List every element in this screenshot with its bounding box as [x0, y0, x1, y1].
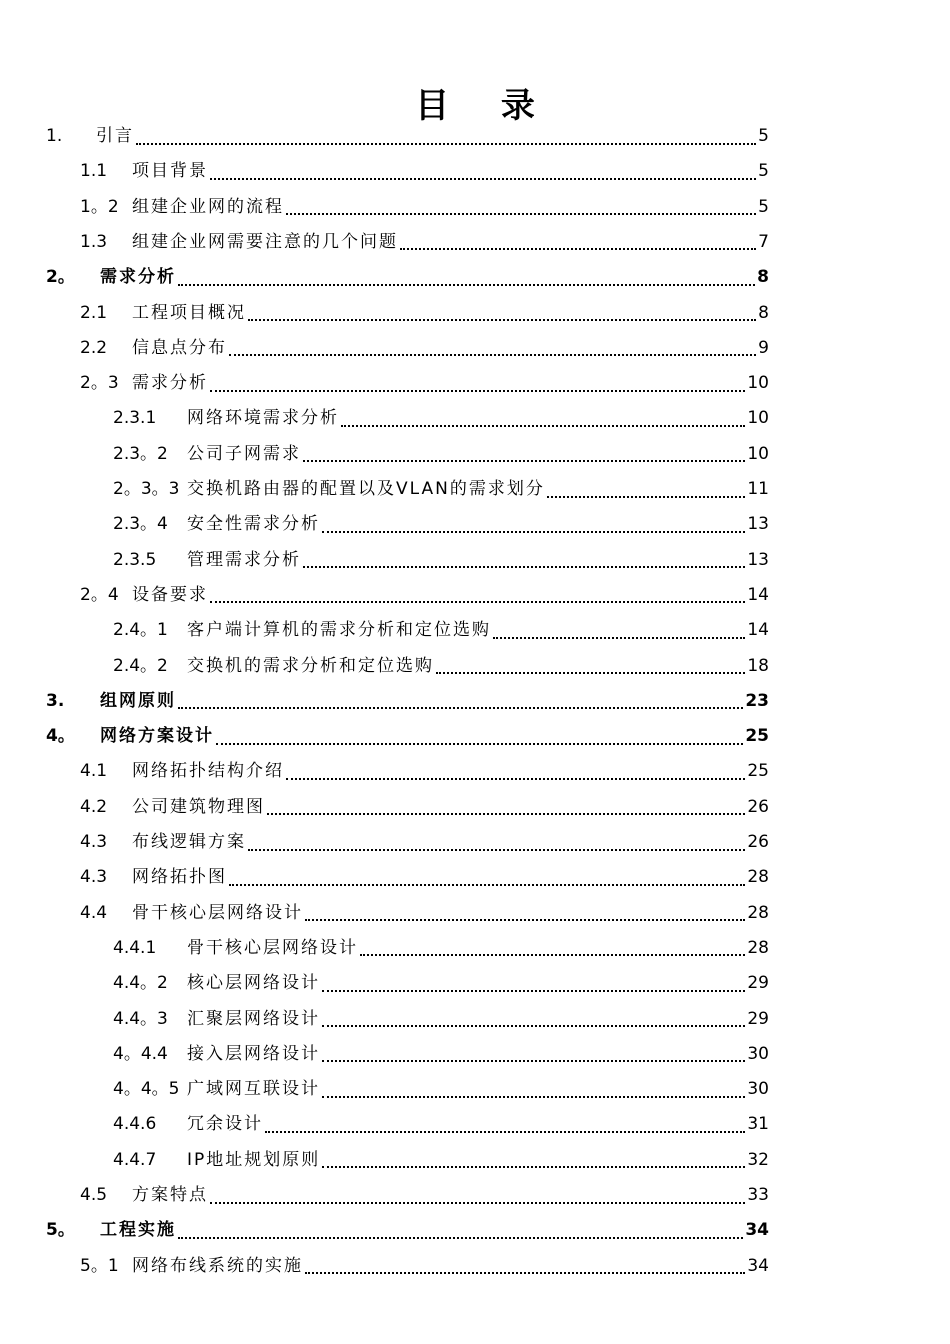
- toc-entry-page: 10: [747, 373, 769, 394]
- toc-entry[interactable]: [113, 1037, 769, 1072]
- toc-entry-number: 5。1: [80, 1255, 119, 1276]
- toc-entry[interactable]: [80, 860, 769, 895]
- toc-entry-page: 34: [745, 1220, 769, 1241]
- toc-entry-title: 骨干核心层网络设计: [132, 902, 303, 923]
- toc-entry-title: 组网原则: [100, 690, 176, 711]
- toc-entry-number: 2。: [46, 267, 75, 288]
- toc-entry-number: 4.4.6: [113, 1114, 157, 1135]
- toc-entry[interactable]: [46, 684, 769, 719]
- toc-entry-page: 8: [758, 302, 769, 323]
- toc-entry-number: 2.4。2: [113, 655, 168, 676]
- toc-entry-title: 设备要求: [132, 584, 208, 605]
- toc-dot-leader: [136, 143, 756, 145]
- toc-entry-number: 4.3: [80, 867, 108, 888]
- toc-entry-number: 4.1: [80, 761, 108, 782]
- toc-entry[interactable]: [46, 260, 769, 295]
- toc-entry-number: 4.2: [80, 796, 108, 817]
- toc-entry-title: 项目背景: [132, 161, 208, 182]
- toc-dot-leader: [210, 601, 745, 603]
- toc-entry-title: 汇聚层网络设计: [187, 1008, 320, 1029]
- toc-entry-title: 网络拓扑结构介绍: [132, 761, 284, 782]
- toc-entry-number: 4.3: [80, 832, 108, 852]
- toc-entry-page: 28: [747, 902, 769, 923]
- toc-entry-page: 13: [747, 549, 769, 570]
- toc-entry-title: 交换机路由器的配置以及VLAN的需求划分: [187, 479, 545, 499]
- toc-entry-number: 2.3。4: [113, 514, 168, 535]
- toc-entry-title: 工程实施: [100, 1220, 176, 1241]
- toc-entry-page: 29: [747, 973, 769, 994]
- toc-entry-page: 10: [747, 443, 769, 464]
- toc-dot-leader: [322, 1025, 745, 1027]
- toc-entry-title: 组建企业网的流程: [132, 196, 284, 217]
- toc-entry[interactable]: [80, 790, 769, 825]
- toc-entry-page: 26: [747, 796, 769, 817]
- toc-dot-leader: [265, 1131, 745, 1133]
- toc-entry[interactable]: [113, 931, 769, 966]
- toc-entry-title: 布线逻辑方案: [132, 832, 246, 852]
- toc-entry-title: 安全性需求分析: [187, 514, 320, 535]
- toc-entry-number: 4。4.4: [113, 1043, 168, 1064]
- toc-dot-leader: [248, 319, 756, 321]
- toc-entry-page: 28: [747, 937, 769, 958]
- toc-entry-page: 10: [747, 408, 769, 429]
- toc-entry-number: 1。2: [80, 196, 119, 217]
- toc-entry-number: 1.1: [80, 161, 108, 182]
- toc-entry-title: 公司建筑物理图: [132, 796, 265, 817]
- toc-entry-number: 2.3.5: [113, 549, 157, 570]
- toc-entry-number: 2.4。1: [113, 620, 168, 641]
- toc-entry-page: 29: [747, 1008, 769, 1029]
- toc-entry-title: 组建企业网需要注意的几个问题: [132, 231, 398, 252]
- toc-dot-leader: [322, 531, 745, 533]
- toc-entry[interactable]: [113, 472, 769, 507]
- toc-entry-number: 4.4: [80, 902, 108, 923]
- toc-entry[interactable]: [80, 896, 769, 931]
- toc-entry-title: 方案特点: [132, 1185, 208, 1205]
- toc-entry[interactable]: [113, 966, 769, 1001]
- toc-dot-leader: [360, 954, 745, 956]
- toc-entry-number: 2.1: [80, 302, 108, 323]
- toc-entry-number: 4。: [46, 726, 75, 747]
- toc-dot-leader: [305, 1272, 745, 1274]
- toc-dot-leader: [178, 284, 755, 286]
- toc-entry[interactable]: [80, 225, 769, 260]
- toc-entry-page: 25: [745, 726, 769, 747]
- toc-entry-page: 5: [758, 126, 769, 146]
- toc-entry[interactable]: [80, 1178, 769, 1213]
- toc-entry[interactable]: [80, 296, 769, 331]
- toc-entry-title: 网络环境需求分析: [187, 408, 339, 429]
- toc-entry-page: 34: [747, 1255, 769, 1276]
- toc-entry-title: 广域网互联设计: [187, 1079, 320, 1100]
- toc-entry-page: 14: [747, 584, 769, 605]
- toc-entry-title: 信息点分布: [132, 337, 227, 358]
- toc-dot-leader: [322, 1096, 745, 1098]
- toc-entry[interactable]: [113, 1072, 769, 1107]
- toc-entry-number: 4.4。2: [113, 973, 168, 994]
- toc-entry-number: 2。3: [80, 373, 119, 394]
- toc-entry-page: 30: [747, 1079, 769, 1100]
- toc-entry[interactable]: [80, 754, 769, 789]
- toc-entry[interactable]: [80, 825, 769, 860]
- toc-entry-title: 引言: [96, 126, 134, 146]
- toc-entry-number: 2。3。3: [113, 479, 180, 499]
- toc-entry[interactable]: [113, 649, 769, 684]
- toc-dot-leader: [210, 390, 745, 392]
- toc-entry-title: 接入层网络设计: [187, 1043, 320, 1064]
- toc-dot-leader: [303, 566, 745, 568]
- toc-dot-leader: [248, 849, 745, 851]
- toc-entry-title: IP地址规划原则: [187, 1149, 321, 1170]
- toc-entry-page: 26: [747, 832, 769, 852]
- toc-entry-number: 1.: [46, 126, 63, 146]
- toc-entry-title: 公司子网需求: [187, 443, 301, 464]
- toc-dot-leader: [322, 1060, 745, 1062]
- toc-entry-title: 骨干核心层网络设计: [187, 937, 358, 958]
- toc-entry-number: 2.3。2: [113, 443, 168, 464]
- toc-dot-leader: [322, 1166, 745, 1168]
- toc-entry-title: 冗余设计: [187, 1114, 263, 1135]
- toc-entry[interactable]: [80, 190, 769, 225]
- toc-dot-leader: [436, 672, 745, 674]
- toc-dot-leader: [178, 1237, 743, 1239]
- toc-entry-title: 需求分析: [132, 373, 208, 394]
- toc-entry-page: 33: [747, 1185, 769, 1205]
- toc-entry-number: 2.2: [80, 337, 108, 358]
- toc-entry-page: 7: [758, 231, 769, 252]
- toc-entry[interactable]: [80, 1249, 769, 1284]
- toc-entry-page: 11: [747, 479, 769, 499]
- toc-entry[interactable]: [113, 1002, 769, 1037]
- toc-entry[interactable]: [113, 1143, 769, 1178]
- toc-dot-leader: [303, 460, 745, 462]
- toc-entry[interactable]: [113, 437, 769, 472]
- toc-entry-number: 4.4。3: [113, 1008, 168, 1029]
- toc-entry[interactable]: [113, 401, 769, 436]
- toc-entry[interactable]: [113, 507, 769, 542]
- toc-entry-title: 客户端计算机的需求分析和定位选购: [187, 620, 491, 641]
- toc-entry-page: 5: [758, 161, 769, 182]
- toc-entry-page: 5: [758, 196, 769, 217]
- toc-entry-title: 网络布线系统的实施: [132, 1255, 303, 1276]
- toc-entry[interactable]: [46, 119, 769, 154]
- toc-entry[interactable]: [80, 578, 769, 613]
- toc-entry-title: 管理需求分析: [187, 549, 301, 570]
- toc-entry-page: 13: [747, 514, 769, 535]
- toc-entry-number: 4.4.7: [113, 1149, 157, 1170]
- toc-entry-page: 28: [747, 867, 769, 888]
- toc-entry-number: 2。4: [80, 584, 119, 605]
- toc-entry-number: 2.3.1: [113, 408, 157, 429]
- toc-entry-title: 工程项目概况: [132, 302, 246, 323]
- toc-entry-page: 9: [758, 337, 769, 358]
- toc-entry-page: 30: [747, 1043, 769, 1064]
- toc-dot-leader: [178, 707, 743, 709]
- toc-entry-page: 25: [747, 761, 769, 782]
- toc-entry[interactable]: [113, 1107, 769, 1142]
- toc-dot-leader: [547, 496, 746, 498]
- toc-entry[interactable]: [113, 543, 769, 578]
- toc-dot-leader: [341, 425, 745, 427]
- toc-entry[interactable]: [46, 719, 769, 754]
- toc-entry[interactable]: [80, 154, 769, 189]
- toc-dot-leader: [322, 990, 745, 992]
- toc-entry-title: 交换机的需求分析和定位选购: [187, 655, 434, 676]
- toc-dot-leader: [400, 248, 756, 250]
- toc-entry-title: 网络方案设计: [100, 726, 214, 747]
- page-title: 目 录: [415, 86, 555, 126]
- toc-entry-page: 23: [745, 690, 769, 711]
- toc-entry-page: 18: [747, 655, 769, 676]
- toc-entry-page: 14: [747, 620, 769, 641]
- toc-entry-number: 3.: [46, 690, 65, 711]
- toc-dot-leader: [267, 813, 745, 815]
- toc-dot-leader: [286, 213, 756, 215]
- toc-dot-leader: [229, 354, 756, 356]
- toc-entry-number: 5。: [46, 1220, 75, 1241]
- toc-entry-title: 核心层网络设计: [187, 973, 320, 994]
- toc-entry-number: 1.3: [80, 231, 108, 252]
- toc-dot-leader: [216, 743, 743, 745]
- toc-dot-leader: [305, 919, 745, 921]
- toc-entry-page: 31: [747, 1114, 769, 1135]
- toc-entry-number: 4.4.1: [113, 937, 157, 958]
- toc-dot-leader: [229, 884, 745, 886]
- toc-entry-title: 网络拓扑图: [132, 867, 227, 888]
- toc-entry-page: 8: [757, 267, 769, 288]
- toc-dot-leader: [493, 637, 745, 639]
- toc-entry-title: 需求分析: [100, 267, 176, 288]
- toc-dot-leader: [286, 778, 745, 780]
- toc-entry[interactable]: [80, 331, 769, 366]
- toc-entry[interactable]: [46, 1213, 769, 1248]
- toc-entry-number: 4。4。5: [113, 1079, 180, 1100]
- toc-dot-leader: [210, 1202, 745, 1204]
- toc-entry[interactable]: [80, 366, 769, 401]
- toc-entry-page: 32: [747, 1149, 769, 1170]
- toc-dot-leader: [210, 178, 756, 180]
- toc-entry-number: 4.5: [80, 1185, 108, 1205]
- toc-entry[interactable]: [113, 613, 769, 648]
